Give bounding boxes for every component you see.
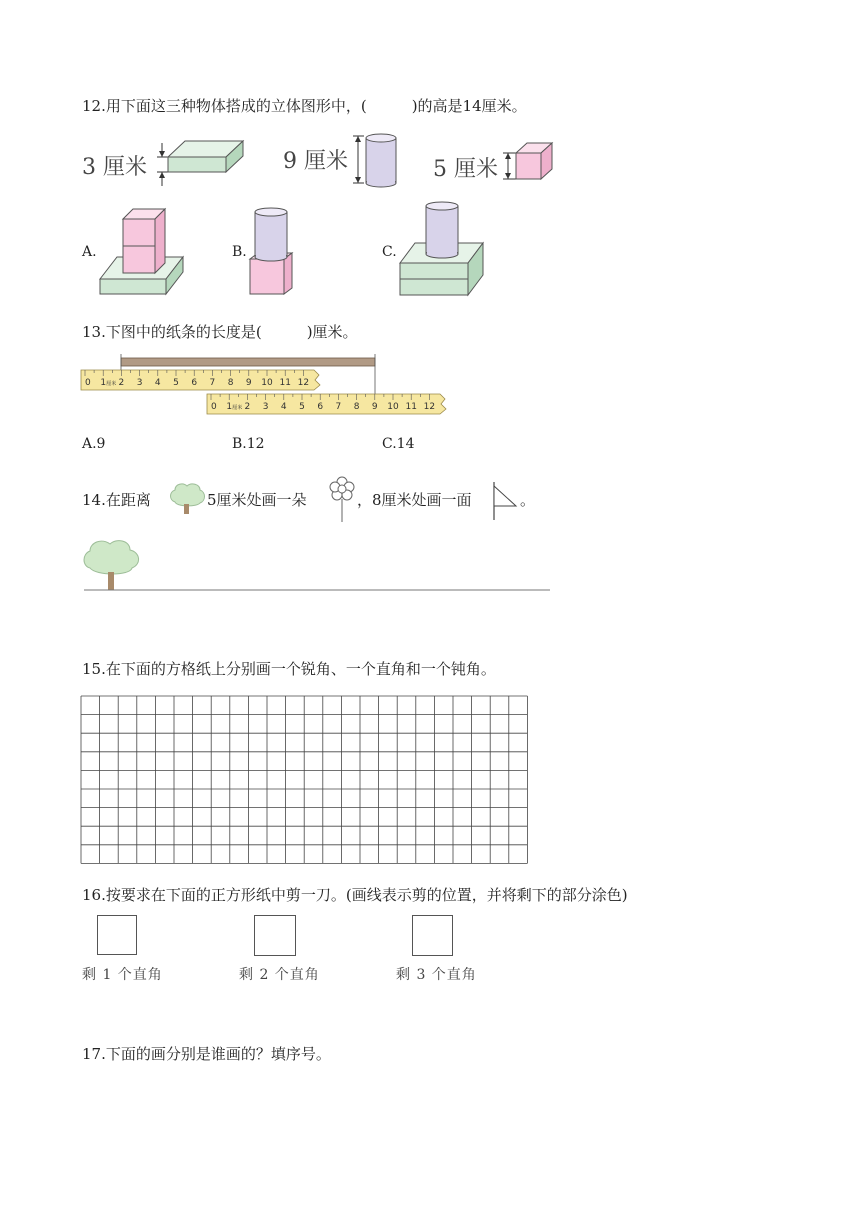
square-paper-1[interactable]: [97, 915, 137, 955]
ruler-number: 3: [136, 378, 143, 388]
paper-strip: [121, 358, 375, 366]
drawing-line-with-tree: [80, 538, 555, 596]
question-14-text-4: 。: [520, 491, 536, 509]
ruler-number: 11: [279, 378, 291, 388]
flat-block-figure: [155, 133, 250, 188]
option-c-label: C.: [382, 244, 397, 260]
ruler-number: 6: [191, 378, 198, 388]
option-b-answer: B.12: [232, 436, 265, 452]
ruler-unit: 厘米: [232, 405, 243, 411]
square-label-3: 剩 3 个直角: [396, 967, 477, 983]
ruler-number: 10: [261, 378, 273, 388]
square-label-2: 剩 2 个直角: [239, 967, 320, 983]
ruler-diagram: [80, 350, 450, 420]
ruler-number: 7: [335, 402, 342, 412]
option-a-figure: [95, 202, 190, 297]
option-b-figure: [245, 203, 300, 298]
ruler-number: 7: [209, 378, 216, 388]
ruler-number: 2: [118, 378, 125, 388]
ruler-number: 0: [85, 378, 91, 388]
question-14-text-2: 5厘米处画一朵: [207, 491, 307, 509]
ruler-upper: [81, 370, 320, 390]
ruler-number: 8: [353, 402, 360, 412]
ruler-number: 0: [211, 402, 217, 412]
tree-icon: [167, 480, 207, 518]
cube-figure: [500, 140, 560, 185]
question-14-text-3: ，8厘米处画一面: [357, 491, 472, 509]
ruler-number: 3: [262, 402, 269, 412]
question-12-text: 12.用下面这三种物体搭成的立体图形中，( )的高是14厘米。: [82, 97, 527, 115]
ruler-number: 6: [317, 402, 324, 412]
ruler-number: 12: [423, 402, 436, 412]
grid-paper: [80, 695, 530, 865]
flag-icon: [490, 480, 524, 522]
option-a-label: A.: [82, 244, 97, 260]
ruler-number: 11: [405, 402, 417, 412]
option-a-answer: A.9: [82, 436, 106, 452]
ruler-number: 4: [280, 402, 287, 412]
ruler-number: 1: [100, 378, 107, 388]
ruler-number: 5: [299, 402, 305, 412]
ruler-number: 8: [227, 378, 234, 388]
ruler-number: 4: [154, 378, 161, 388]
flower-icon: [327, 475, 357, 523]
cylinder-figure: [352, 130, 402, 190]
ruler-number: 10: [387, 402, 399, 412]
ruler-number: 5: [173, 378, 179, 388]
ruler-lower: [207, 394, 446, 414]
dim-label-9cm: 9 厘米: [283, 149, 348, 174]
square-paper-3[interactable]: [412, 915, 453, 956]
dim-label-3cm: 3 厘米: [82, 155, 147, 180]
ruler-unit: 厘米: [106, 381, 117, 387]
ruler-number: 2: [244, 402, 251, 412]
question-14-text-1: 14.在距离: [82, 491, 151, 509]
option-b-label: B.: [232, 244, 247, 260]
question-13-text: 13.下图中的纸条的长度是( )厘米。: [82, 323, 358, 341]
option-c-answer: C.14: [382, 436, 415, 452]
dim-label-5cm: 5 厘米: [433, 157, 498, 182]
ruler-number: 1: [226, 402, 233, 412]
question-15-text: 15.在下面的方格纸上分别画一个锐角、一个直角和一个钝角。: [82, 660, 496, 678]
question-16-text: 16.按要求在下面的正方形纸中剪一刀。(画线表示剪的位置，并将剩下的部分涂色): [82, 886, 628, 904]
option-c-figure: [395, 198, 490, 303]
ruler-number: 12: [297, 378, 310, 388]
question-17-text: 17.下面的画分别是谁画的？填序号。: [82, 1045, 331, 1063]
ruler-number: 9: [245, 378, 252, 388]
square-label-1: 剩 1 个直角: [82, 967, 163, 983]
ruler-number: 9: [371, 402, 378, 412]
square-paper-2[interactable]: [254, 915, 296, 956]
